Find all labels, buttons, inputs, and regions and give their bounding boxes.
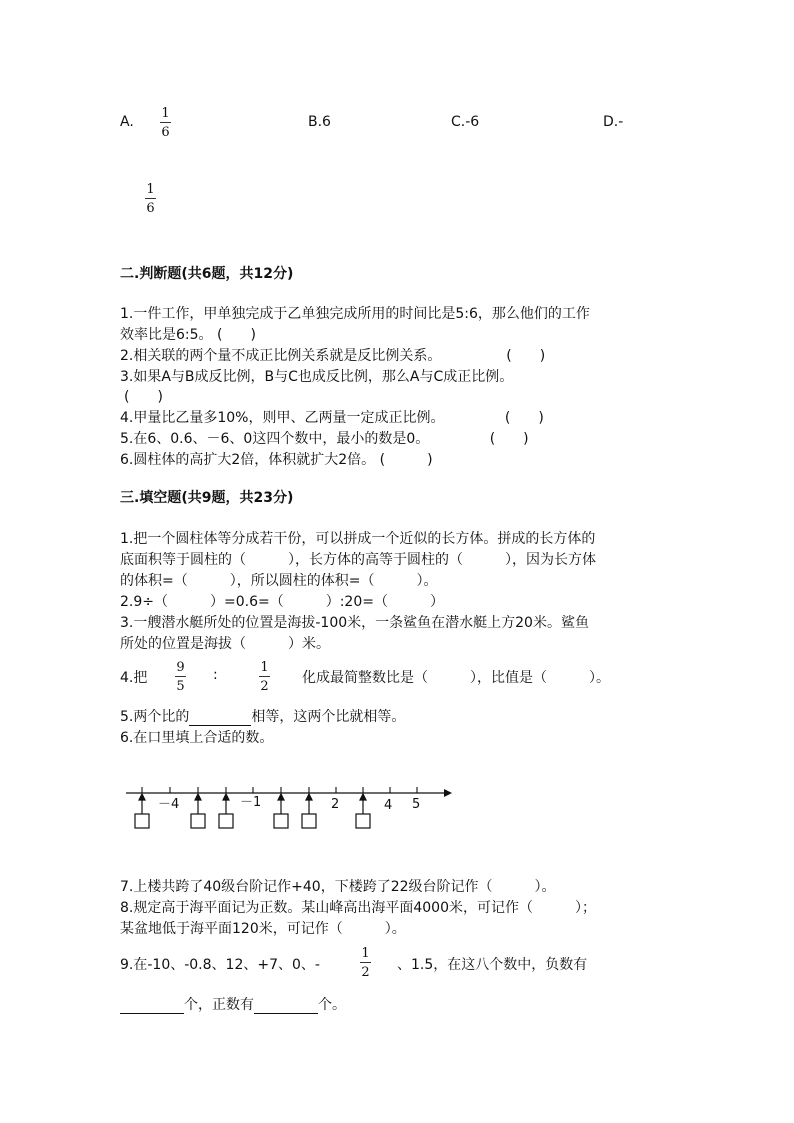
s3-q6: 6.在口里填上合适的数。 (120, 730, 274, 746)
fraction-numerator: 1 (161, 106, 170, 121)
s2-q4: 4.甲量比乙量多10%，则甲、乙两量一定成正比例。 ( ) (120, 410, 544, 426)
s3-q1-line2: 底面积等于圆柱的（ ），长方体的高等于圆柱的（ ），因为长方体 (120, 552, 596, 568)
fraction-denominator: 2 (260, 679, 269, 694)
section-3-heading: 三.填空题(共9题，共23分) (120, 490, 294, 506)
s3-q5-suffix: 相等，这两个比就相等。 (251, 709, 406, 725)
s3-q9-line2 (120, 994, 346, 1014)
answer-box[interactable] (191, 814, 205, 828)
s3-q2: 2.9÷（ ）=0.6=（ ）:20=（ ） (120, 594, 444, 610)
s3-q9-mid: 个，正数有 (184, 997, 254, 1013)
answer-blank[interactable] (254, 999, 318, 1014)
s3-q9-end: 个。 (318, 997, 346, 1013)
axis-label-5: 5 (412, 797, 421, 812)
answer-blank[interactable] (120, 999, 184, 1014)
fraction-bar (160, 122, 171, 123)
s3-q5 (120, 706, 405, 726)
answer-blank[interactable] (189, 711, 251, 726)
s3-q8-line2: 某盆地低于海平面120米，可记作（ ）。 (120, 921, 406, 937)
fraction-bar (360, 962, 371, 963)
s2-q5: 5.在6、0.6、－6、0这四个数中，最小的数是0。 ( ) (120, 431, 529, 447)
s2-q3-line1: 3.如果A与B成反比例，B与C也成反比例，那么A与C成正比例。 (120, 369, 514, 385)
s3-q3-line2: 所处的位置是海拔（ ）米。 (120, 636, 330, 652)
fraction-numerator: 1 (260, 660, 269, 675)
fraction-numerator: 9 (176, 660, 185, 675)
s3-q1-line3: 的体积=（ ），所以圆柱的体积=（ ）。 (120, 573, 438, 589)
pointer-arrowhead (306, 794, 312, 800)
pointer-arrowhead (195, 794, 201, 800)
s3-q4-colon: : (213, 667, 218, 683)
fraction-denominator: 6 (146, 201, 155, 216)
axis-label-minus-1: －1 (240, 795, 262, 810)
fraction-denominator: 6 (161, 125, 170, 140)
s3-q7: 7.上楼共跨了40级台阶记作+40，下楼跨了22级台阶记作（ ）。 (120, 879, 556, 895)
pointer-arrowhead (278, 794, 284, 800)
s2-q1-line2: 效率比是6:5。 ( ) (120, 327, 256, 343)
fraction-numerator: 1 (361, 946, 370, 961)
fraction-denominator: 5 (176, 679, 185, 694)
fraction-bar (145, 198, 156, 199)
choice-d-fraction (145, 182, 156, 216)
axis-ticks (142, 787, 417, 793)
s3-q1-line1: 1.把一个圆柱体等分成若干份，可以拼成一个近似的长方体。拼成的长方体的 (120, 531, 596, 547)
choice-a-label: A. (120, 114, 134, 130)
choice-c: C.-6 (451, 114, 480, 130)
s2-q3-line2: ( ) (124, 389, 163, 405)
s2-q6: 6.圆柱体的高扩大2倍，体积就扩大2倍。 ( ) (120, 452, 433, 468)
pointer-arrowhead (360, 794, 366, 800)
pointer-arrowhead (139, 794, 145, 800)
answer-box[interactable] (356, 814, 370, 828)
choice-d: D.- (603, 114, 624, 130)
s3-q4-fraction-2 (259, 660, 270, 694)
s3-q5-prefix: 5.两个比的 (120, 709, 190, 725)
s3-q8-line1: 8.规定高于海平面记为正数。某山峰高出海平面4000米，可记作（ ）； (120, 900, 596, 916)
s3-q4-fraction-1 (175, 660, 186, 694)
axis-arrowhead (444, 789, 452, 797)
fraction-bar (259, 676, 270, 677)
fraction-numerator: 1 (146, 182, 155, 197)
number-line-figure (120, 780, 460, 836)
s3-q9-suffix: 、1.5，在这八个数中，负数有 (397, 957, 588, 973)
answer-box[interactable] (135, 814, 149, 828)
s2-q2: 2.相关联的两个量不成正比例关系就是反比例关系。 ( ) (120, 348, 546, 364)
s3-q9-fraction (360, 946, 371, 980)
s3-q4-suffix: 化成最简整数比是（ ），比值是（ ）。 (302, 670, 610, 686)
axis-label-2: 2 (331, 797, 340, 812)
s3-q4-prefix: 4.把 (120, 670, 148, 686)
axis-label-minus-4: －4 (158, 797, 180, 812)
s3-q3-line1: 3.一艘潜水艇所处的位置是海拔-100米，一条鲨鱼在潜水艇上方20米。鲨鱼 (120, 615, 589, 631)
axis-label-4: 4 (384, 798, 393, 813)
s2-q1-line1: 1.一件工作，甲单独完成于乙单独完成所用的时间比是5:6，那么他们的工作 (120, 306, 590, 322)
pointer-arrowhead (223, 794, 229, 800)
section-2-heading: 二.判断题(共6题，共12分) (120, 266, 294, 282)
s3-q9-prefix: 9.在-10、-0.8、12、+7、0、- (120, 957, 320, 973)
choice-b: B.6 (308, 114, 331, 130)
choice-a-fraction (160, 106, 171, 140)
answer-box[interactable] (274, 814, 288, 828)
answer-box[interactable] (219, 814, 233, 828)
answer-box[interactable] (302, 814, 316, 828)
fraction-bar (175, 676, 186, 677)
fraction-denominator: 2 (361, 965, 370, 980)
